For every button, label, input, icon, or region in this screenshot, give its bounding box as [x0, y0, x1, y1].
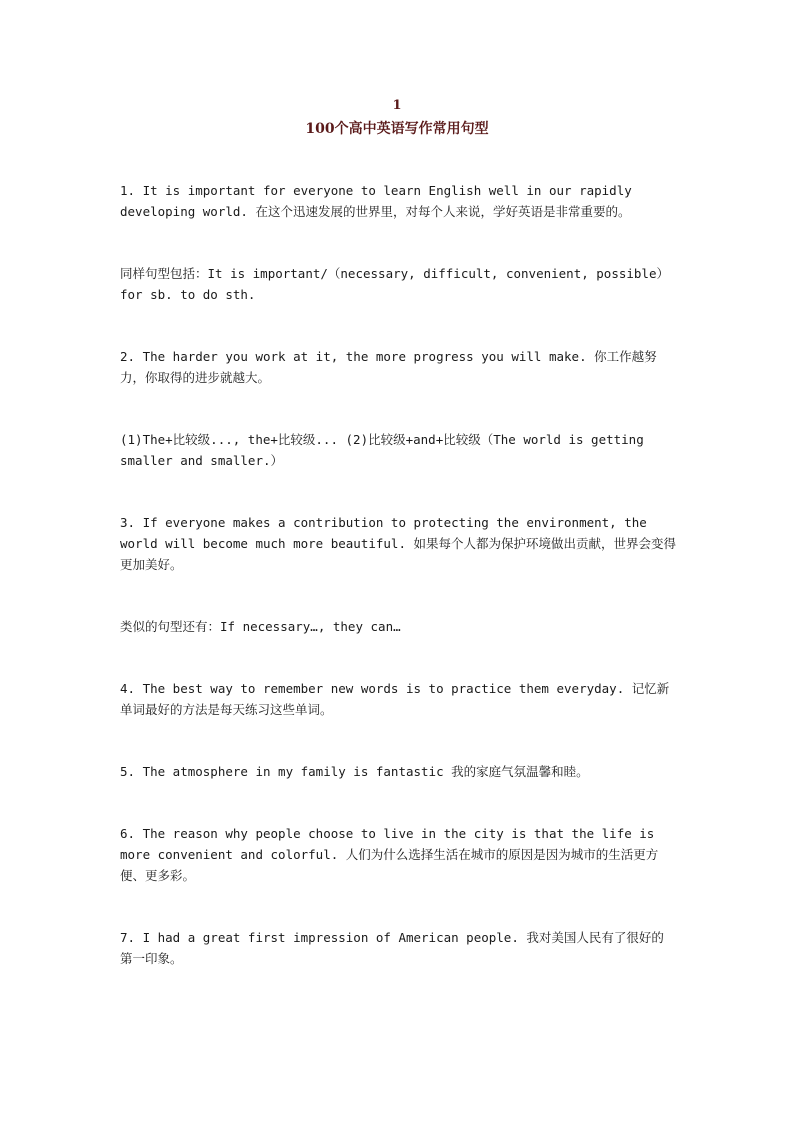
sentence-5: 5. The atmosphere in my family is fantastic 我的家庭气氛温馨和睦。 — [120, 764, 589, 779]
note-3: 类似的句型还有：If necessary…, they can… — [120, 619, 401, 634]
note-2: (1)The+比较级..., the+比较级... (2)比较级+and+比较级（The world is getting smaller and smaller.） — [120, 432, 644, 468]
sentence-1: 1. It is important for everyone to learn English well in our rapidly developing world. 在这个迅速发展的世界里，对每个人来说，学好英语是非常重要的。 — [120, 183, 632, 219]
document-body — [120, 180, 676, 969]
note-1: 同样句型包括：It is important/（necessary, difficult, convenient, possible） for sb. to do sth. — [120, 266, 669, 302]
sentence-7: 7. I had a great first impression of American people. 我对美国人民有了很好的第一印象。 — [120, 930, 664, 966]
sentence-3: 3. If everyone makes a contribution to protecting the environment, the world will become much more beautiful. 如果每个人都为保护环境做出贡献，世界会变得更加美好。 — [120, 515, 677, 572]
sentence-2: 2. The harder you work at it, the more progress you will make. 你工作越努力，你取得的进步就越大。 — [120, 349, 657, 385]
sentence-6: 6. The reason why people choose to live in the city is that the life is more convenient and colorful. 人们为什么选择生活在城市的原因是因为城市的生活更方便、更多彩。 — [120, 826, 659, 883]
sentence-4: 4. The best way to remember new words is to practice them everyday. 记忆新单词最好的方法是每天练习这些单词。 — [120, 681, 670, 717]
page-number: 1 — [392, 98, 402, 113]
document-title: 100个高中英语写作常用句型 — [305, 121, 489, 137]
